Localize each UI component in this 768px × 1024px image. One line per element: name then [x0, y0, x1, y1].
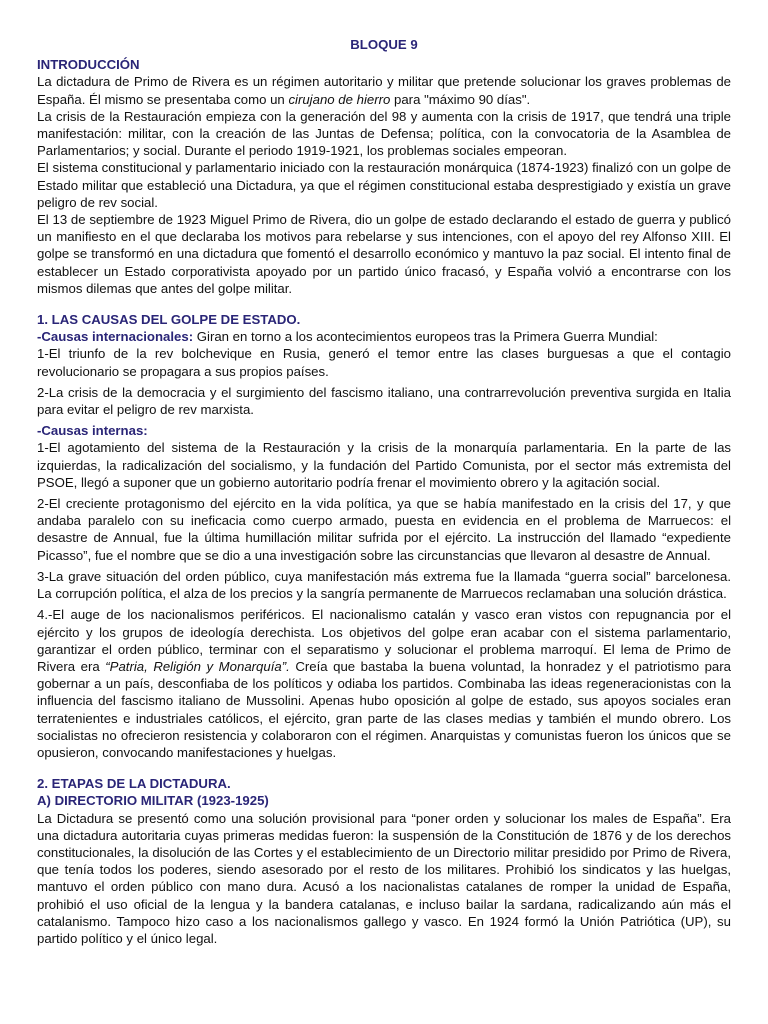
causa-interna-4-text: 4.-El auge de los nacionalismos periféricos. El nacionalismo catalán y vasco eran vistos con repugnancia por el ejército y los grupos de ideología derechista. Los objetivos del golpe eran acabar con el sistema parlamentario, garantizar el orden público, terminar con el separatismo y solucionar el problema marroquí. El lema de Primo de Rivera era	[37, 607, 731, 674]
directorio-militar-heading: A) DIRECTORIO MILITAR (1923-1925)	[37, 793, 269, 809]
intro-p1-emphasis: cirujano de hierro	[288, 91, 391, 107]
etapas-heading: 2. ETAPAS DE LA DICTADURA.	[37, 776, 231, 792]
intro-heading: INTRODUCCIÓN	[37, 57, 140, 73]
page-title: BLOQUE 9	[350, 37, 418, 52]
intro-paragraph-3: El sistema constitucional y parlamentario iniciado con la restauración monárquica (1874-1923) finalizó con un golpe de Estado militar que estableció una Dictadura, ya que el régimen constitucional estaba desprestigiado y existía un grave peligro de rev social.	[37, 160, 731, 210]
directorio-militar-paragraph: La Dictadura se presentó como una solución provisional para “poner orden y solucionar los males de España”. Era una dictadura autoritaria cuyas primeras medidas fueron: la suspensión de la Constitución de 1876 y de los derechos constitucionales, la disolución de las Cortes y el establecimiento de un Directorio militar presidido por Primo de Rivera, que tenía todos los poderes, siendo asesorado por el resto de los militares. Prohibió los sindicatos y las huelgas, mantuvo el orden público con mano dura. Acusó a los nacionalistas catalanes de romper la unidad de España, prohibió el uso oficial de la lengua y la bandera catalanas, e incluso bailar la sardana, radicalizando aún más el catalanismo. Tampoco hizo caso a los nacionalismos gallego y vasco. En 1924 formó la Unión Patriótica (UP), su partido político y el único legal.	[37, 810, 731, 946]
causa-interna-3: 3-La grave situación del orden público, cuya manifestación más extrema fue la llamada “guerra social” barcelonesa. La corrupción política, el alza de los precios y la sangría permanente de Marruecos reclamaban una solución drástica.	[37, 568, 731, 602]
causa-interna-4	[37, 606, 731, 761]
causa-interna-4-lema: “Patria, Religión y Monarquía”.	[105, 658, 290, 674]
causas-internacionales-label: -Causas internacionales:	[37, 329, 194, 345]
causa-internacional-1: 1-El triunfo de la rev bolchevique en Rusia, generó el temor entre las clases burguesas a que el contagio revolucionario se propagara a sus propios países.	[37, 346, 731, 379]
intro-p1-text-end: para "máximo 90 días".	[390, 91, 531, 107]
causas-internas-label: -Causas internas:	[37, 423, 148, 439]
causa-interna-1: 1-El agotamiento del sistema de la Restauración y la crisis de la monarquía parlamentaria. En la parte de las izquierdas, la radicalización del socialismo, y la fundación del Partido Comunista, por el sector más extremista del PSOE, llegó a suponer que un gobierno autoritario podría frenar el movimiento obrero y la agitación social.	[37, 440, 731, 490]
intro-p1-text: La dictadura de Primo de Rivera es un régimen autoritario y militar que pretende solucionar los graves problemas de España. Él mismo se presentaba como un	[37, 74, 731, 107]
causa-internacional-2: 2-La crisis de la democracia y el surgimiento del fascismo italiano, una contrarrevolución preventiva surgida en Italia para evitar el peligro de rev marxista.	[37, 384, 731, 418]
causas-internacionales-intro	[37, 328, 731, 345]
causa-interna-4-text-end: Creía que bastaba la buena voluntad, la honradez y el patriotismo para gobernar a un país, desconfiaba de los políticos y odiaba los partidos. Combinaba las ideas regeneracionistas con la influencia del fascismo italiano de Mussolini. Apenas hubo oposición al golpe de estado, sus apoyos sociales eran terratenientes e industriales católicos, el ejército, gran parte de las clases medias y también el mundo obrero. Los socialistas no ofrecieron resistencia y colaboraron con el régimen. Anarquistas y comunistas fueron los únicos que se opusieron, convocando manifestaciones y huelgas.	[37, 658, 731, 760]
intro-paragraph-1	[37, 73, 731, 107]
intro-paragraph-4: El 13 de septiembre de 1923 Miguel Primo de Rivera, dio un golpe de estado declarando el estado de guerra y publicó un manifiesto en el que declaraba los motivos para rebelarse y sus intenciones, con el apoyo del rey Alfonso XIII. El golpe se transformó en una dictadura que fomentó el desarrollo económico y mantuvo la paz social. El intento final de establecer un Estado corporativista apoyado por un partido único fracasó, y España volvió a encontrarse con los mismos dilemas que antes del golpe militar.	[37, 212, 731, 296]
intro-paragraph-2: La crisis de la Restauración empieza con la generación del 98 y aumenta con la crisis de 1917, que tendrá una triple manifestación: militar, con la creación de las Juntas de Defensa; política, con la convocatoria de la Asamblea de Parlamentarios; y social. Durante el periodo 1919-1921, los problemas sociales empeoran.	[37, 108, 731, 159]
causas-heading: 1. LAS CAUSAS DEL GOLPE DE ESTADO.	[37, 312, 301, 328]
causas-internacionales-text: Giran en torno a los acontecimientos europeos tras la Primera Guerra Mundial:	[193, 329, 658, 345]
causa-interna-2: 2-El creciente protagonismo del ejército en la vida política, ya que se había manifestado en la crisis del 17, y que andaba paralelo con su ineficacia como cuerpo armado, puesta en evidencia en el problema de Marruecos: el desastre de Annual, fue la última humillación militar sufrida por el ejército. La instrucción del llamado “expediente Picasso”, fue el nombre que se dio a una investigación sobre las circunstancias que llevaron al desastre de Annual.	[37, 496, 731, 563]
